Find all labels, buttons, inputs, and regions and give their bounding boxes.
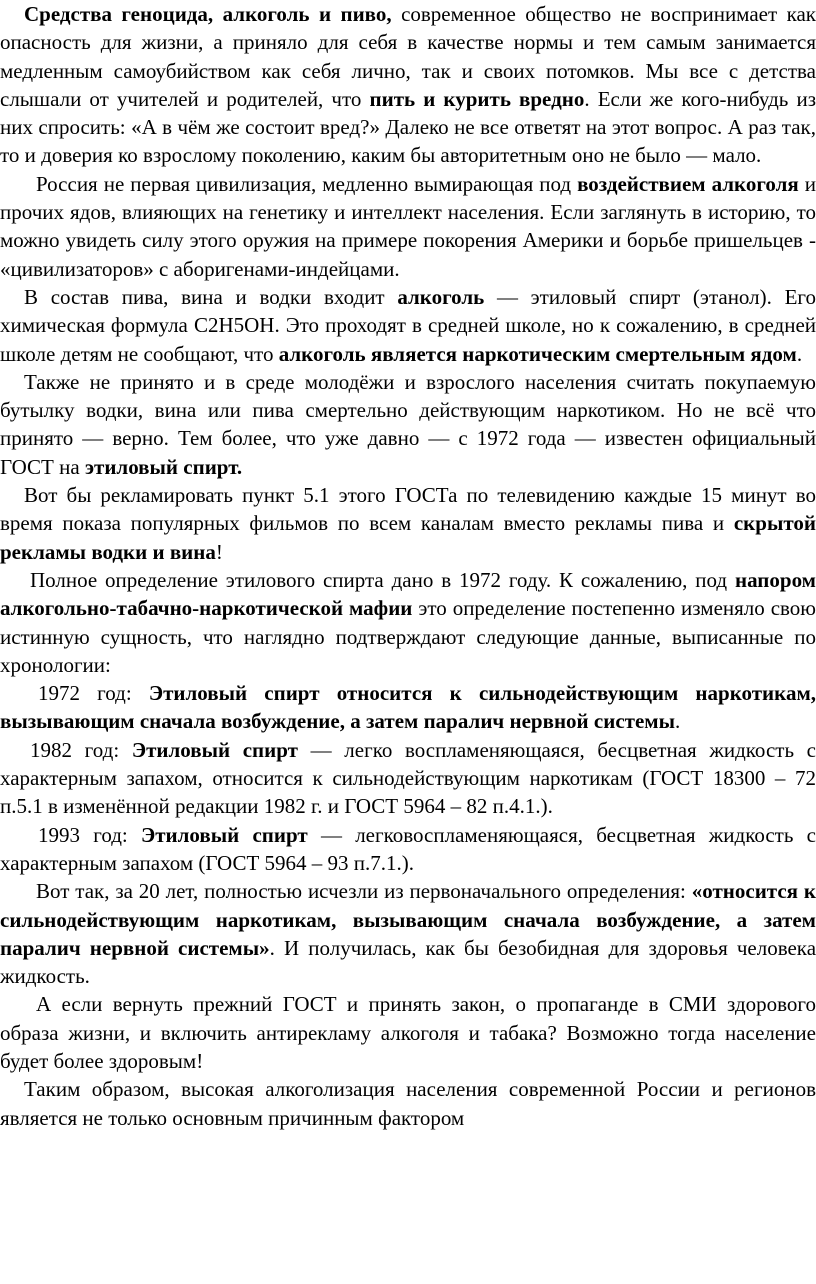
text-run: ! bbox=[215, 539, 223, 564]
bold-phrase: скрытой рекламы водки и вина bbox=[0, 511, 816, 564]
bold-phrase: напором алкогольно-табачно-наркотической мафии bbox=[0, 567, 816, 621]
text-run: — этиловый спирт (этанол). Его химическая формула С2Н5ОН. Это проходят в средней школе, но к сожалению, в средней школе детям не сообщают, что bbox=[0, 284, 816, 366]
text-run: Россия не первая цивилизация, медленно вымирающая под bbox=[36, 171, 578, 196]
bold-phrase: Средства геноцида, алкоголь и пиво, bbox=[24, 2, 392, 26]
text-run: 1972 год: bbox=[38, 681, 149, 706]
bold-phrase: пить и курить вредно bbox=[369, 86, 585, 111]
paragraph-6 bbox=[0, 566, 816, 679]
text-run: 1982 год: bbox=[30, 737, 132, 762]
text-run: . И получилась, как бы безобидная для здоровья человека жидкость. bbox=[0, 935, 816, 989]
text-run: современное общество не воспринимает как опасность для жизни, а приняло для себя в качестве нормы и тем самым занимается медленным самоубийством как себя лично, так и своих потомков. Мы все с детства слышали от учителей и родителей, что bbox=[0, 2, 816, 111]
bold-phrase: этиловый спирт. bbox=[84, 454, 243, 479]
text-run: В состав пива, вина и водки входит bbox=[24, 284, 398, 309]
text-run: Вот так, за 20 лет, полностью исчезли из первоначального определения: bbox=[36, 879, 692, 904]
text-run: . bbox=[674, 709, 681, 734]
text-run: это определение постепенно изменяло свою истинную сущность, что наглядно подтверждают следующие данные, выписанные по хронологии: bbox=[0, 596, 816, 677]
text-run: А если вернуть прежний ГОСТ и принять закон, о пропаганде в СМИ здорового образа жизни, и включить антирекламу алкоголя и табака? Возможно тогда население будет более здоровым! bbox=[0, 992, 816, 1073]
paragraph-12 bbox=[0, 1075, 816, 1132]
paragraph-7 bbox=[0, 679, 816, 736]
text-run: Также не принято и в среде молодёжи и взрослого населения считать покупаемую бутылку водки, вина или пива смертельно действующим наркотиком. Но не всё что принято — верно. Тем более, что уже давно — с 1972 года — известен официальный ГОСТ на bbox=[0, 369, 816, 479]
text-run: . bbox=[796, 341, 803, 366]
paragraph-8 bbox=[0, 736, 816, 821]
text-run: и прочих ядов, влияющих на генетику и интеллект населения. Если заглянуть в историю, то можно увидеть силу этого оружия на примере покорения Америки и борьбе пришельцев - «цивилизаторов» с аборигенами-индейцами. bbox=[0, 171, 816, 281]
text-run: Полное определение этилового спирта дано в 1972 году. К сожалению, под bbox=[30, 567, 735, 592]
bold-phrase: алкоголь bbox=[397, 284, 485, 309]
text-run: . Если же кого-нибудь из них спросить: «А в чём же состоит вред?» Далеко не все ответят на этот вопрос. А раз так, то и доверия ко взрослому поколению, каким бы авторитетным оно не было — мало. bbox=[0, 86, 816, 168]
text-run: — легковоспламеняющаяся, бесцветная жидкость с характерным запахом (ГОСТ 5964 – 93 п.7.1.). bbox=[0, 822, 816, 875]
paragraph-9 bbox=[0, 821, 816, 878]
bold-phrase: Этиловый спирт bbox=[131, 737, 298, 762]
paragraph-3 bbox=[0, 283, 816, 368]
paragraph-11 bbox=[0, 990, 816, 1075]
text-run: Вот бы рекламировать пункт 5.1 этого ГОСТа по телевидению каждые 15 минут во время показа популярных фильмов по всем каналам вместо рекламы пива и bbox=[0, 483, 816, 536]
bold-phrase: алкоголь является наркотическим смертельным ядом bbox=[278, 341, 797, 366]
bold-phrase: «относится к сильнодействующим наркотикам, вызывающим сначала возбуждение, а затем паралич нервной системы» bbox=[0, 879, 816, 960]
paragraph-5 bbox=[0, 481, 816, 566]
paragraph-4 bbox=[0, 368, 816, 481]
bold-phrase: Этиловый спирт относится к сильнодействующим наркотикам, вызывающим сначала возбуждение, а затем паралич нервной системы bbox=[0, 681, 816, 734]
paragraph-2 bbox=[0, 170, 816, 283]
text-run: — легко воспламеняющаяся, бесцветная жидкость с характерным запахом, относится к сильнодействующим наркотикам (ГОСТ 18300 – 72 п.5.1 в изменённой редакции 1982 г. и ГОСТ 5964 – 82 п.4.1.). bbox=[0, 737, 816, 819]
text-run: 1993 год: bbox=[38, 822, 141, 847]
paragraph-10 bbox=[0, 877, 816, 990]
text-run: Таким образом, высокая алкоголизация населения современной России и регионов является не только основным причинным фактором bbox=[0, 1077, 816, 1130]
paragraph-1 bbox=[0, 0, 816, 170]
bold-phrase: Этиловый спирт bbox=[140, 822, 308, 847]
bold-phrase: воздействием алкоголя bbox=[577, 171, 799, 196]
